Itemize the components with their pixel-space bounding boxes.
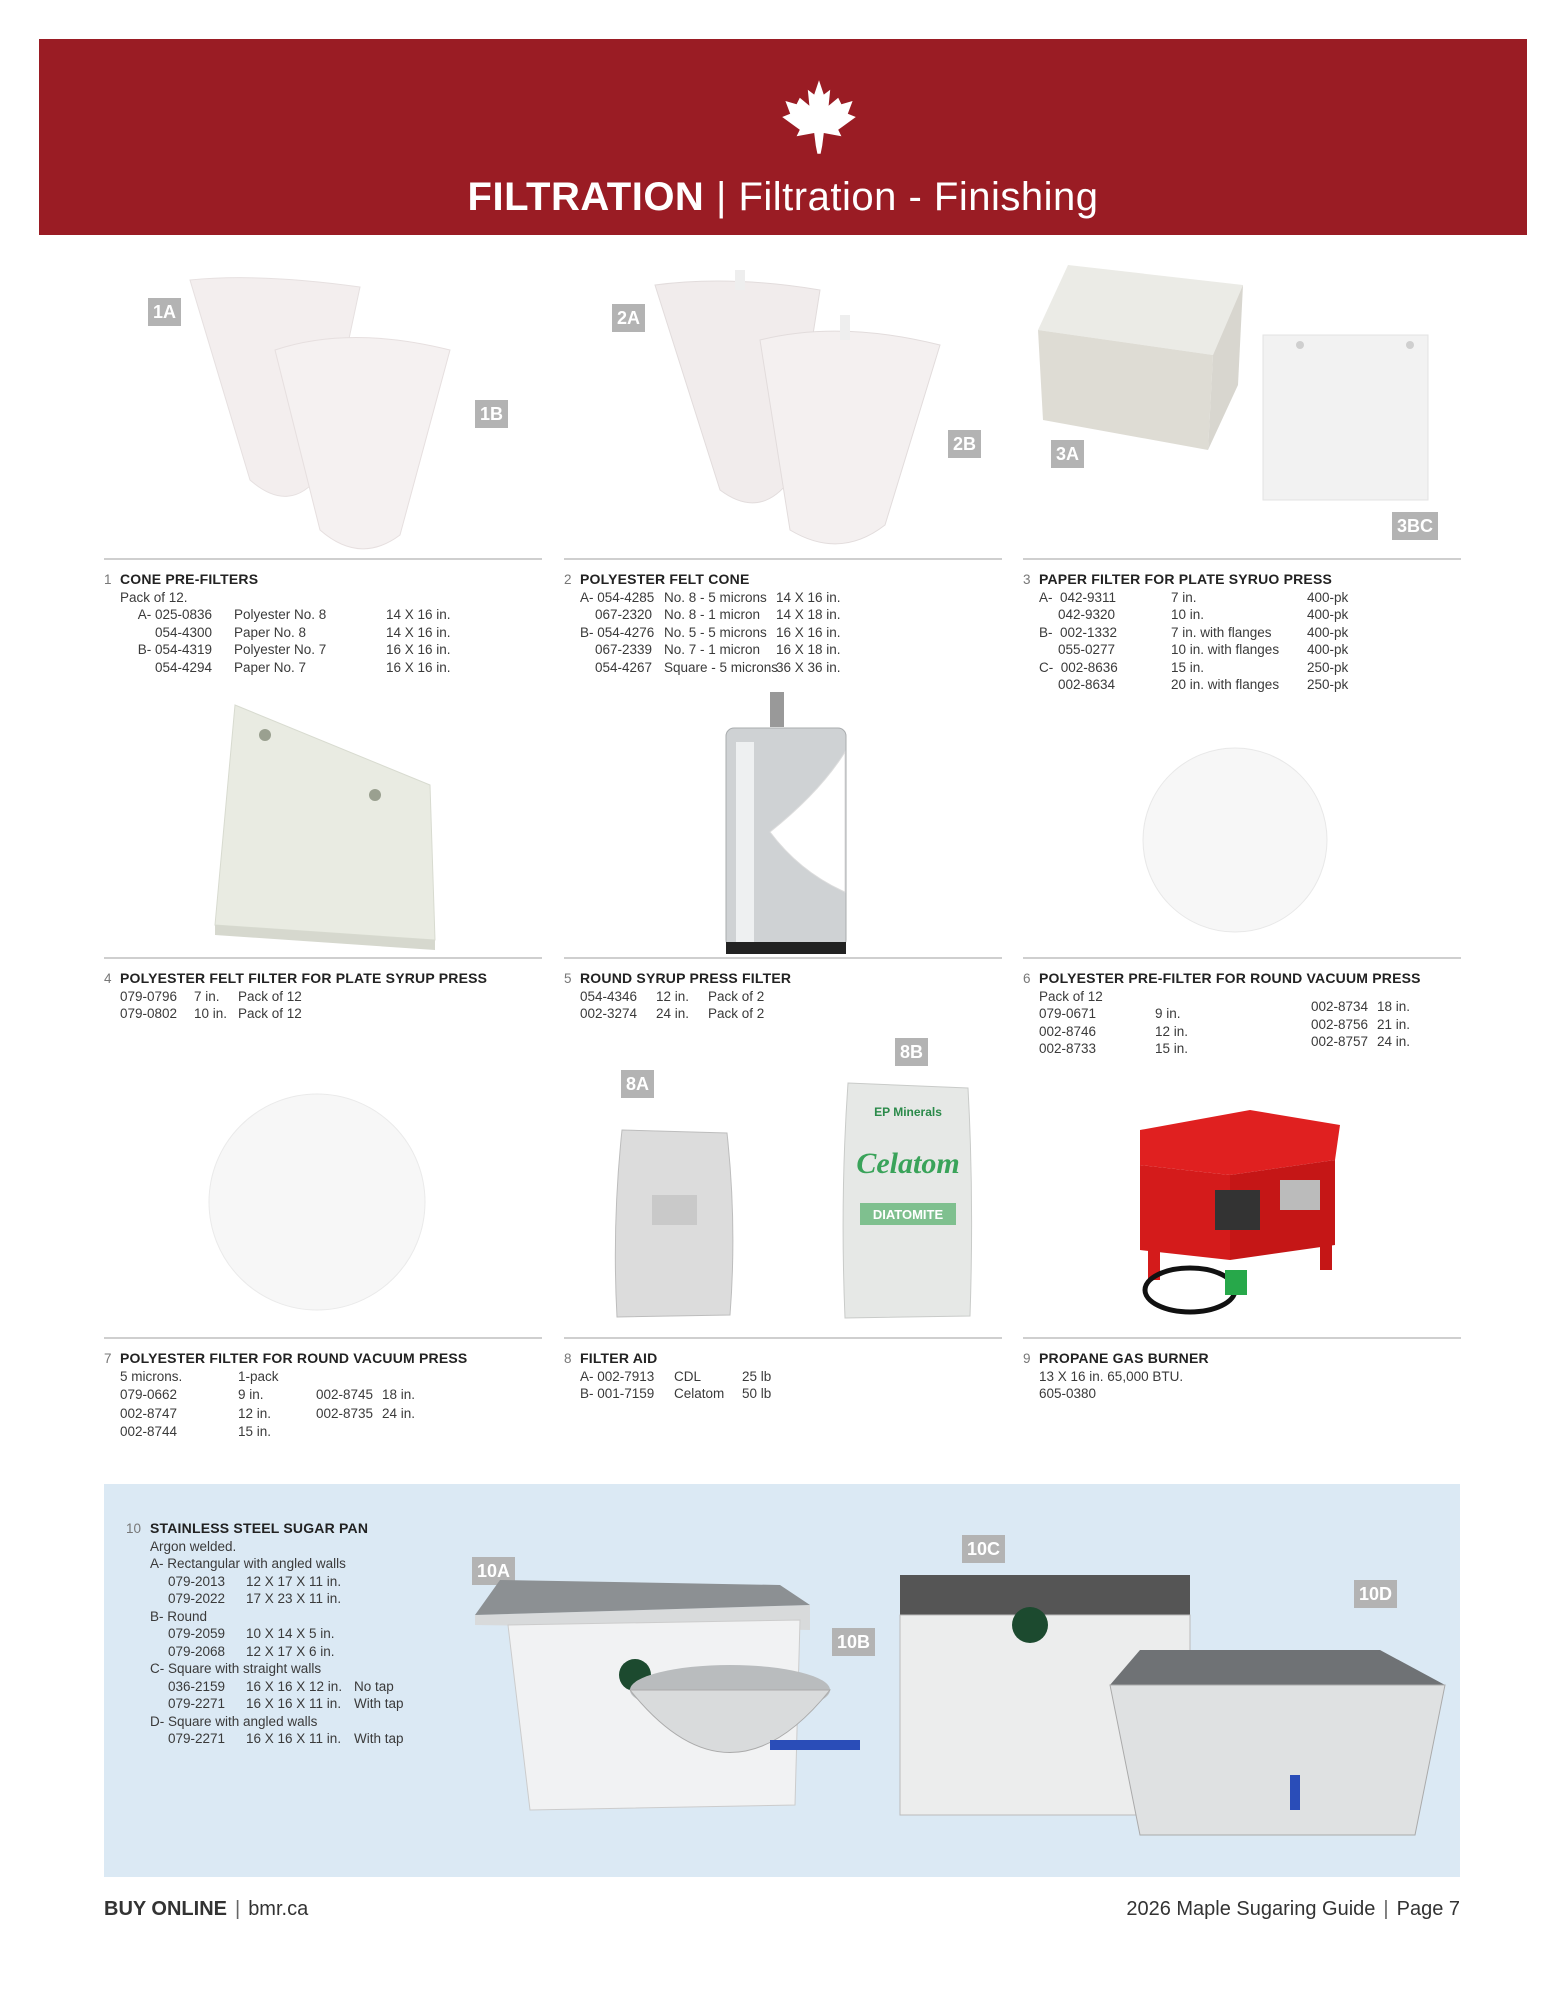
spec-row: 079-0662 9 in. 002-8745 18 in. (120, 1387, 416, 1402)
spec-row: 5 microns. 1-pack (120, 1368, 279, 1384)
spec-row: 055-0277 10 in. with flanges 400-pk (1057, 642, 1349, 657)
spec-row: A- 054-4285 No. 8 - 5 microns 14 X 16 in. (580, 589, 841, 605)
spec-row: B- 054-4319 Polyester No. 7 16 X 16 in. (137, 642, 451, 657)
footer-right: 2026 Maple Sugaring Guide | Page 7 (1126, 1898, 1460, 1920)
spec-row: B- 002-1332 7 in. with flanges 400-pk (1039, 624, 1349, 640)
product-title: POLYESTER FILTER FOR ROUND VACUUM PRESS (120, 1350, 468, 1366)
badge-3bc: 3BC (1392, 512, 1438, 540)
product-2 (564, 571, 1002, 676)
page-header-banner (39, 39, 1527, 235)
product-title: ROUND SYRUP PRESS FILTER (580, 970, 792, 986)
badge-1a: 1A (148, 298, 181, 326)
product-title: FILTER AID (580, 1350, 658, 1366)
product-title: PROPANE GAS BURNER (1039, 1350, 1209, 1366)
spec-row: 079-2022 17 X 23 X 11 in. (168, 1591, 342, 1606)
product-title: PAPER FILTER FOR PLATE SYRUO PRESS (1039, 571, 1333, 587)
badge-8b: 8B (895, 1038, 928, 1066)
bag-type-text: DIATOMITE (872, 1207, 944, 1222)
spec-row: 002-8634 20 in. with flanges 250-pk (1057, 677, 1349, 692)
badge-1b: 1B (475, 400, 508, 428)
product-spec-line: 13 X 16 in. 65,000 BTU. (1039, 1368, 1184, 1384)
group-label: B- Round (150, 1608, 208, 1624)
badge-10b: 10B (832, 1628, 875, 1656)
spec-row: 079-2271 16 X 16 X 11 in. With tap (168, 1696, 404, 1711)
round-prefilter-image (1140, 745, 1330, 935)
group-label: C- Square with straight walls (150, 1661, 322, 1676)
product-number: 3 (1023, 572, 1031, 587)
page-title-main: FILTRATION (467, 175, 705, 219)
product-title: POLYESTER FELT CONE (580, 571, 750, 587)
product-number: 2 (564, 572, 572, 587)
spec-row: 067-2320 No. 8 - 1 micron 14 X 18 in. (594, 607, 841, 622)
spec-row: 054-4267 Square - 5 microns 36 X 36 in. (594, 659, 841, 675)
group-label: A- Rectangular with angled walls (150, 1556, 346, 1571)
spec-row: 079-0796 7 in. Pack of 12 (120, 988, 302, 1004)
spec-row: 079-2059 10 X 14 X 5 in. (168, 1626, 335, 1641)
spec-row: 079-0671 9 in. 002-8734 18 in. (1039, 999, 1411, 1021)
product-7 (104, 1350, 542, 1442)
product-4 (104, 970, 542, 1023)
group-label: D- Square with angled walls (150, 1713, 318, 1729)
spec-row: 036-2159 16 X 16 X 12 in. No tap (168, 1678, 394, 1694)
product-5 (564, 970, 1002, 1023)
product-9 (1023, 1350, 1461, 1403)
product-8 (564, 1350, 1002, 1403)
spec-row: 042-9320 10 in. 400-pk (1057, 607, 1349, 622)
spec-row: 079-2013 12 X 17 X 11 in. (168, 1573, 342, 1589)
page-title-divider: | (715, 175, 727, 219)
spec-row: 079-2068 12 X 17 X 6 in. (168, 1643, 335, 1659)
footer-left: BUY ONLINE | bmr.ca (104, 1898, 309, 1920)
product-number: 5 (564, 971, 572, 986)
product-note: Pack of 12 (1039, 988, 1103, 1004)
product-6 (1023, 970, 1461, 1058)
product-number: 1 (104, 572, 112, 587)
product-1 (104, 571, 542, 676)
paper-filter-image (1038, 265, 1458, 505)
felt-plate-filter-image (205, 700, 445, 950)
divider-2 (564, 558, 1002, 560)
badge-10d: 10D (1354, 1580, 1397, 1608)
spec-row: A- 042-9311 7 in. 400-pk (1039, 589, 1349, 605)
product-title: POLYESTER PRE-FILTER FOR ROUND VACUUM PRESS (1039, 970, 1421, 986)
footer-page-number: Page 7 (1396, 1898, 1460, 1920)
badge-10a: 10A (472, 1557, 515, 1585)
product-title: CONE PRE-FILTERS (120, 571, 259, 587)
propane-burner-image (1130, 1110, 1350, 1320)
spec-row: A- 025-0836 Polyester No. 8 14 X 16 in. (137, 607, 451, 622)
badge-8a: 8A (621, 1070, 654, 1098)
spec-row: B- 054-4276 No. 5 - 5 microns 16 X 16 in. (580, 624, 841, 640)
product-title: POLYESTER FELT FILTER FOR PLATE SYRUP PRESS (120, 970, 488, 986)
badge-2b: 2B (948, 430, 981, 458)
divider-9 (1023, 1337, 1461, 1339)
spec-row: B- 001-7159 Celatom 50 lb (580, 1386, 772, 1401)
divider-6 (1023, 957, 1461, 959)
product-number: 6 (1023, 971, 1031, 986)
spec-row: 002-8744 15 in. (120, 1424, 272, 1439)
footer-guide-title: 2026 Maple Sugaring Guide (1126, 1898, 1376, 1920)
cone-filter-image (180, 275, 480, 555)
spec-row: 067-2339 No. 7 - 1 micron 16 X 18 in. (594, 642, 841, 657)
maple-leaf-icon (779, 77, 859, 157)
spec-row: 054-4294 Paper No. 7 16 X 16 in. (154, 659, 451, 675)
divider-3 (1023, 558, 1461, 560)
product-number: 10 (126, 1521, 142, 1536)
spec-row: A- 002-7913 CDL 25 lb (580, 1368, 772, 1384)
product-note: Pack of 12. (120, 589, 188, 605)
product-3 (1023, 571, 1461, 694)
page-title (39, 175, 1527, 220)
felt-cone-image (640, 270, 970, 555)
footer-buy-online: BUY ONLINE (104, 1898, 227, 1920)
spec-row: 079-2271 16 X 16 X 11 in. With tap (168, 1731, 404, 1746)
divider-5 (564, 957, 1002, 959)
round-press-filter-image (710, 692, 860, 957)
product-number: 8 (564, 1351, 572, 1366)
divider-1 (104, 558, 542, 560)
cdl-bag-image (612, 1125, 737, 1320)
bag-brand-text: EP Minerals (874, 1105, 942, 1119)
spec-row: 054-4346 12 in. Pack of 2 (580, 988, 765, 1004)
product-number: 7 (104, 1351, 112, 1366)
badge-3a: 3A (1051, 440, 1084, 468)
footer-website-link[interactable]: bmr.ca (248, 1898, 309, 1920)
product-note: Argon welded. (150, 1538, 237, 1554)
divider-7 (104, 1337, 542, 1339)
spec-row: 002-8746 12 in. 002-8756 21 in. (1039, 1016, 1411, 1039)
spec-row: 054-4300 Paper No. 8 14 X 16 in. (154, 624, 451, 640)
cdl-logo-icon (1012, 1607, 1048, 1643)
round-vacuum-filter-image (205, 1090, 430, 1315)
badge-10c: 10C (962, 1535, 1005, 1563)
divider-4 (104, 957, 542, 959)
celatom-bag-image (840, 1078, 975, 1323)
badge-2a: 2A (612, 304, 645, 332)
divider-8 (564, 1337, 1002, 1339)
bag-product-text: Celatom (856, 1147, 960, 1180)
spec-row: 002-8733 15 in. 002-8757 24 in. (1039, 1034, 1411, 1056)
product-10 (126, 1520, 456, 1748)
product-number: 9 (1023, 1351, 1031, 1366)
product-title: STAINLESS STEEL SUGAR PAN (150, 1520, 369, 1536)
sugar-pans-image (470, 1575, 1460, 1845)
product-number: 4 (104, 971, 112, 986)
page-title-sub: Filtration - Finishing (738, 175, 1099, 219)
spec-row: C- 002-8636 15 in. 250-pk (1039, 659, 1349, 675)
product-sku: 605-0380 (1039, 1386, 1097, 1401)
spec-row: 002-8747 12 in. 002-8735 24 in. (120, 1405, 416, 1421)
spec-row: 002-3274 24 in. Pack of 2 (580, 1006, 765, 1021)
spec-row: 079-0802 10 in. Pack of 12 (120, 1006, 302, 1021)
